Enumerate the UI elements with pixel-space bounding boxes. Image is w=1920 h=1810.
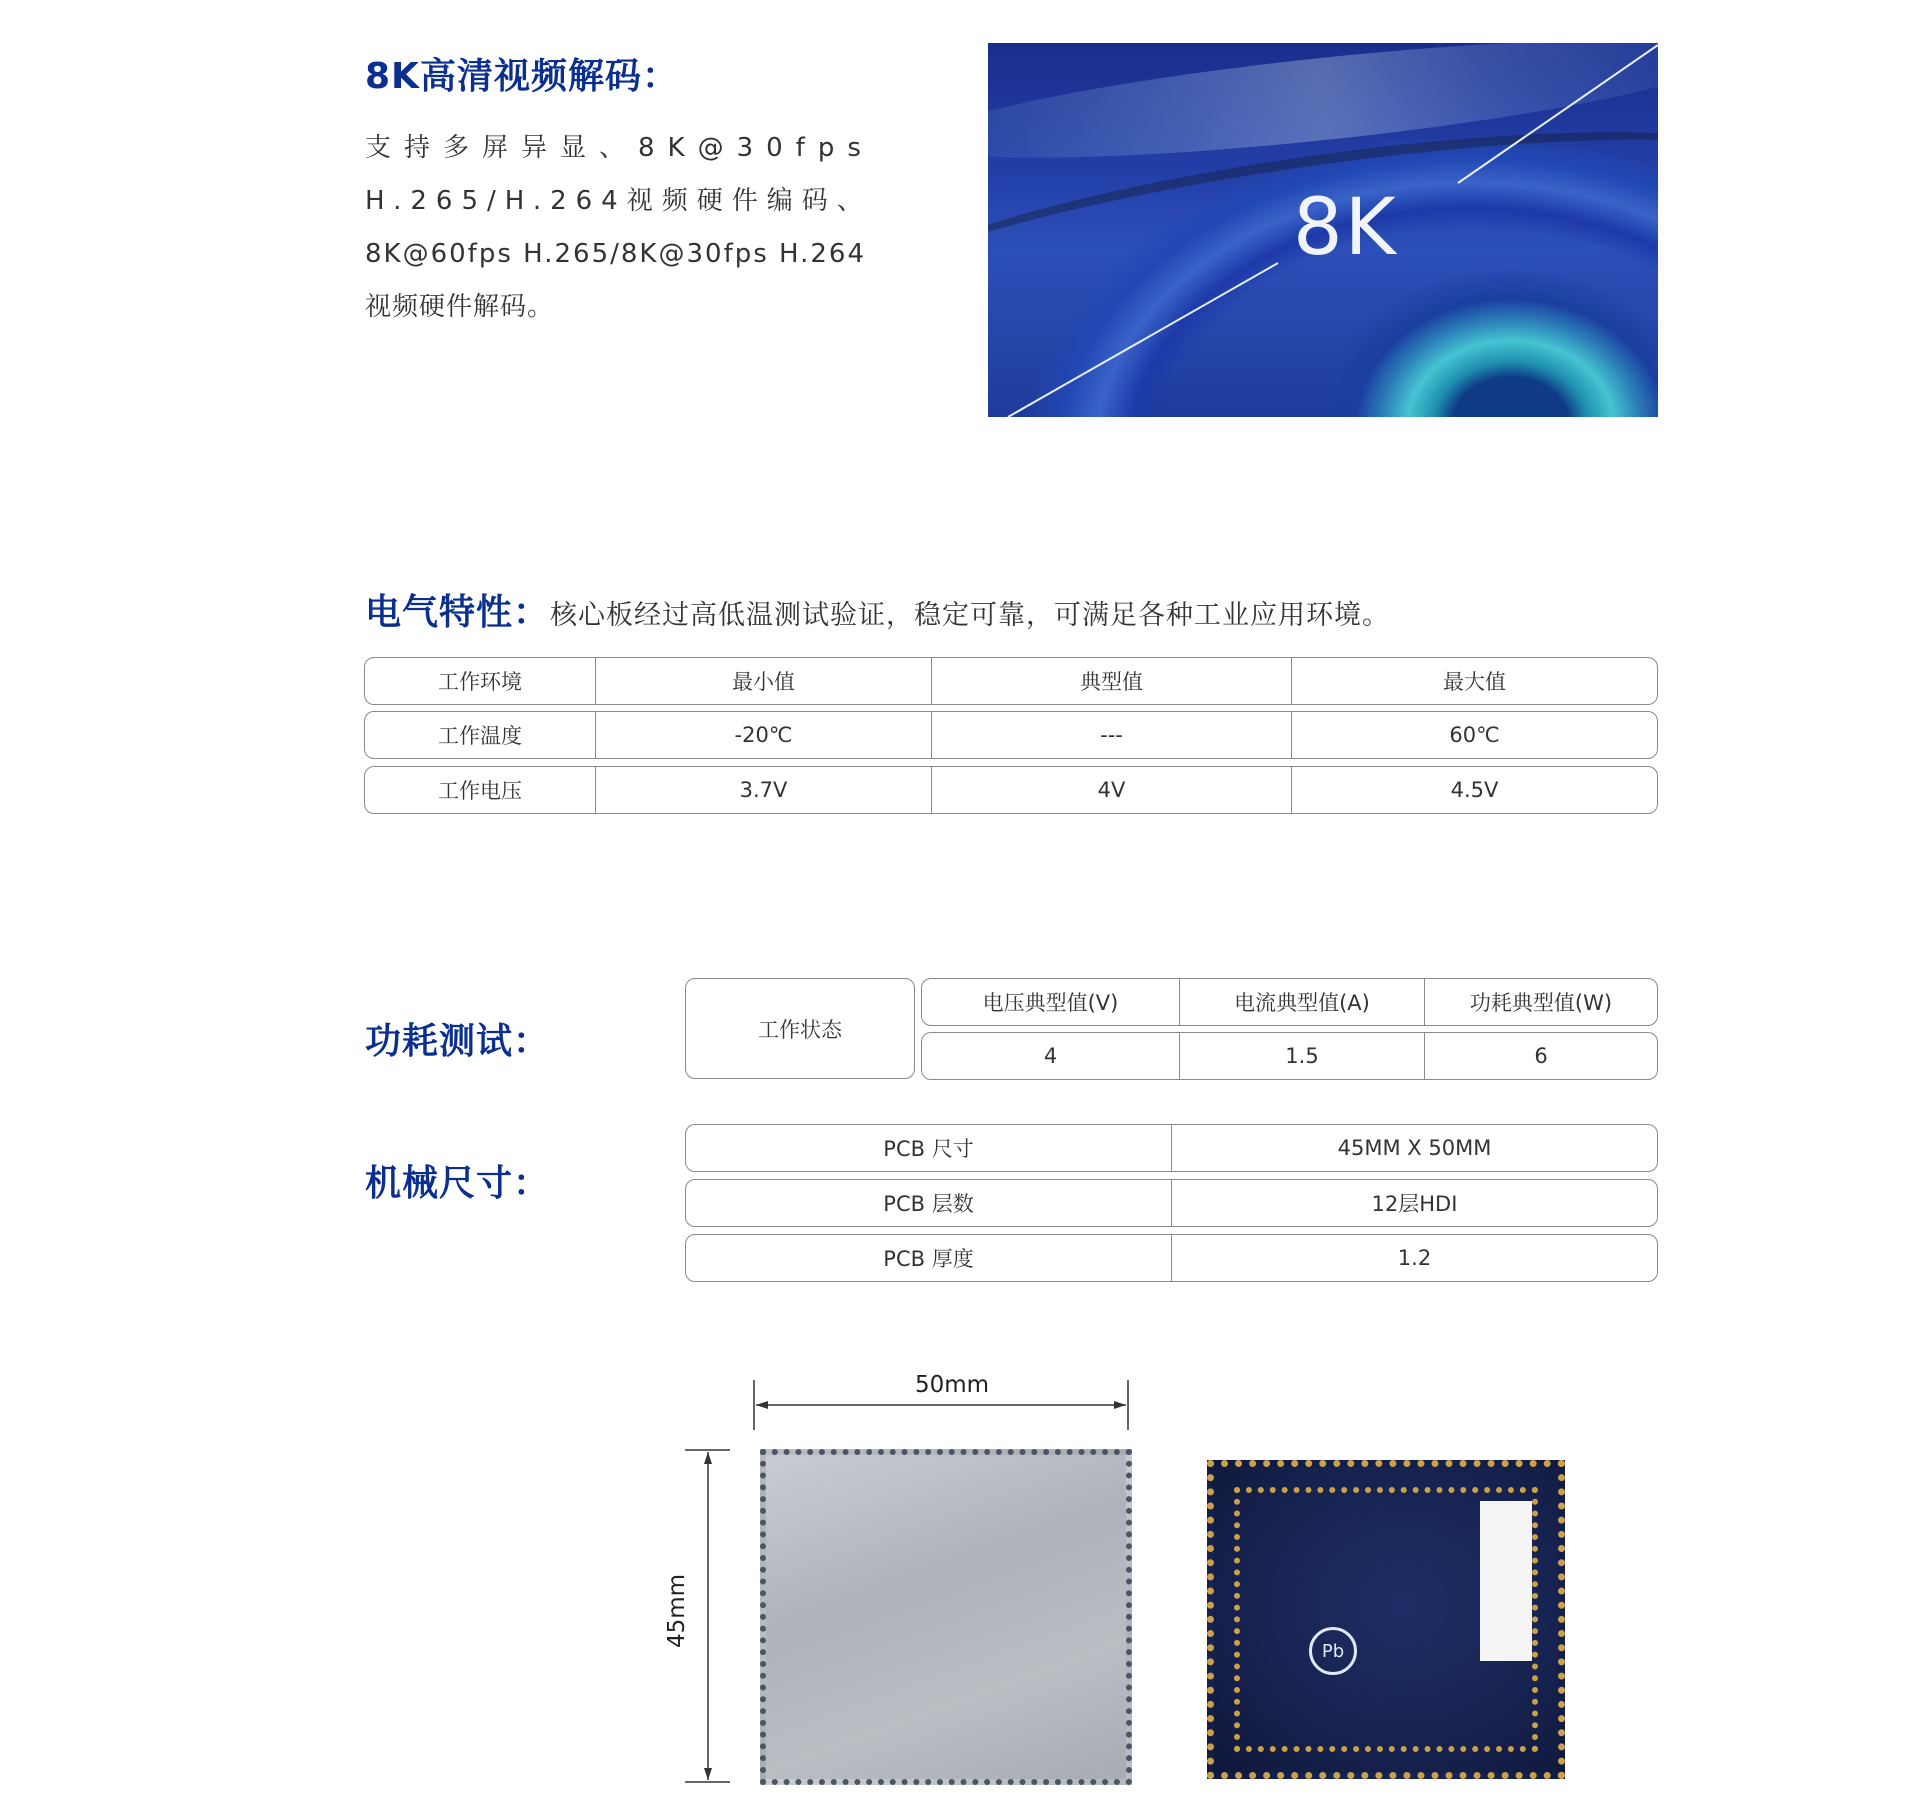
product-label-sticker (1480, 1501, 1532, 1661)
power-state-cell (685, 978, 915, 1079)
core-board-back-image (1207, 1460, 1565, 1779)
table-row (364, 711, 1658, 759)
section-electrical-description: 核心板经过高低温测试验证，稳定可靠，可满足各种工业应用环境。 (550, 600, 1391, 631)
table-cell: 工作温度 (438, 724, 522, 748)
table-cell: 典型值 (931, 658, 1291, 704)
table-cell: 12层HDI (1171, 1180, 1657, 1226)
table-cell: 最小值 (595, 658, 931, 704)
section-title-8k: 8K高清视频解码： (365, 56, 679, 97)
table-cell: 4V (931, 767, 1291, 813)
table-cell: 最大值 (1291, 658, 1657, 704)
table-cell: 4.5V (1291, 767, 1657, 813)
height-dimension-label: 45mm (664, 1573, 691, 1649)
table-cell: 电压典型值(V) (982, 991, 1119, 1015)
table-cell: PCB 尺寸 (883, 1137, 974, 1161)
table-cell: 45MM X 50MM (1171, 1125, 1657, 1171)
state-label: 工作状态 (758, 1017, 842, 1042)
section-title-mechanical: 机械尺寸： (365, 1163, 551, 1204)
table-row (685, 1234, 1658, 1282)
table-cell: PCB 厚度 (883, 1247, 974, 1271)
table-cell: PCB 层数 (883, 1192, 974, 1216)
table-cell: -20℃ (595, 712, 931, 758)
table-cell: 电流典型值(A) (1179, 979, 1424, 1025)
desc-line: 8K@60fps H.265/8K@30fps H.264 (365, 239, 867, 269)
table-cell: 1.2 (1171, 1235, 1657, 1281)
table-cell: 工作电压 (438, 779, 522, 803)
table-row (685, 1124, 1658, 1172)
section-8k-description (365, 122, 885, 334)
desc-line: 视频硬件解码。 (365, 292, 555, 322)
table-cell: 工作环境 (438, 670, 522, 694)
table-row (921, 1032, 1658, 1080)
core-board-front-image (760, 1449, 1132, 1785)
table-cell: 60℃ (1291, 712, 1657, 758)
width-dimension-label: 50mm (915, 1372, 990, 1398)
power-table-header (921, 978, 1658, 1026)
table-cell: 1.5 (1179, 1033, 1424, 1079)
8k-hero-image (988, 43, 1658, 417)
table-cell: 6 (1424, 1033, 1657, 1079)
table-row (364, 766, 1658, 814)
table-cell: 4 (1043, 1044, 1058, 1068)
table-cell: --- (931, 712, 1291, 758)
table-cell: 功耗典型值(W) (1424, 979, 1657, 1025)
section-title-electrical: 电气特性： (365, 592, 551, 633)
desc-line: H.265/H.264视频硬件编码、 (365, 186, 872, 216)
8k-label: 8K (1293, 183, 1398, 273)
section-title-power: 功耗测试： (365, 1021, 551, 1062)
desc-line: 支持多屏异显、8K@30fps (365, 133, 874, 163)
lead-free-icon: Pb (1309, 1627, 1357, 1675)
table-cell: 3.7V (595, 767, 931, 813)
table-row (685, 1179, 1658, 1227)
electrical-table-header (364, 657, 1658, 705)
section-electrical-heading (365, 584, 1390, 635)
